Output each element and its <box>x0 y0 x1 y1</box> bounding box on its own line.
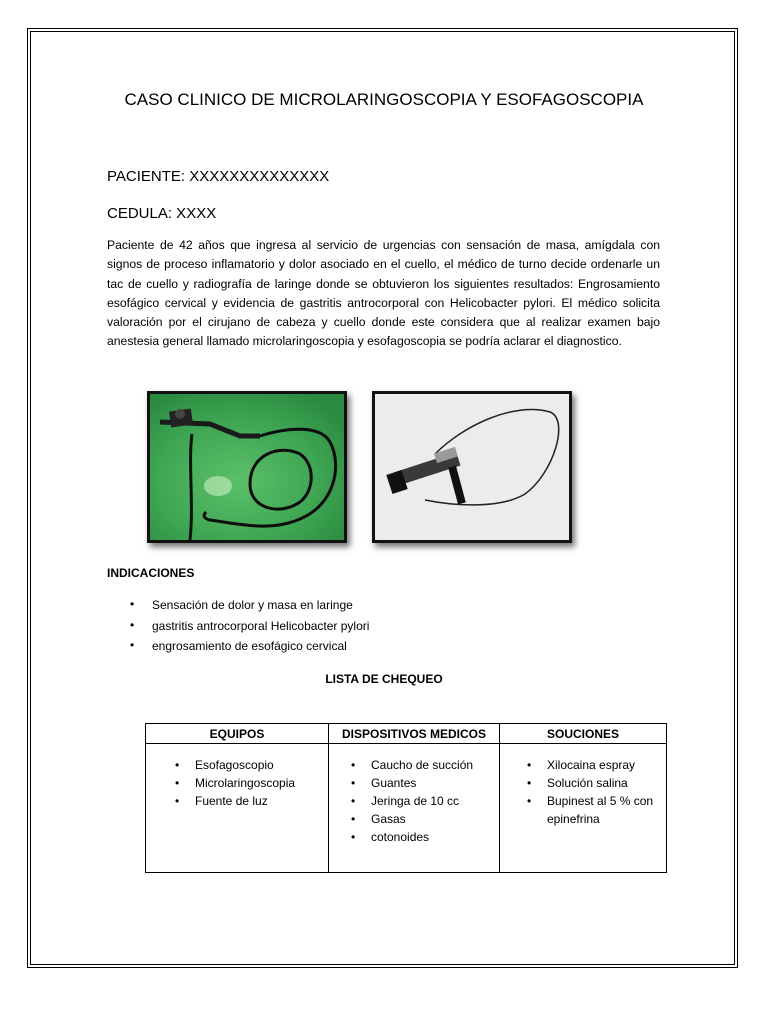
list-item: • gastritis antrocorporal Helicobacter pylori <box>130 619 369 640</box>
document-title: CASO CLINICO DE MICROLARINGOSCOPIA Y ESOFAGOSCOPIA <box>124 90 644 109</box>
indications-list <box>130 598 369 660</box>
list-item: • engrosamiento de esofágico cervical <box>130 639 369 660</box>
list-item: • Jeringa de 10 cc <box>351 792 499 810</box>
case-description: Paciente de 42 años que ingresa al servicio de urgencias con sensación de masa, amígdala con signos de proceso inflamatorio y dolor asociado en el cuello, el médico de turno decide ordenarle un tac de cuello y radiografía de laringe donde se obtuvieron los siguientes resultados: Engrosamiento esofágico cervical y evidencia de gastritis antrocorporal con Helicobacter pylori. El médico solicita valoración por el cirujano de cabeza y cuello donde este considera que al realizar examen bajo anestesia general llamado microlaringoscopia y esofagoscopia se podría aclarar el diagnostico. <box>107 238 660 349</box>
indications-heading: INDICACIONES <box>107 566 195 580</box>
column-header-equipment: EQUIPOS <box>146 724 329 744</box>
column-header-devices: DISPOSITIVOS MEDICOS <box>329 724 500 744</box>
table-header-row <box>146 724 667 744</box>
flexible-endoscope-photo <box>147 391 347 543</box>
list-item: • Guantes <box>351 774 499 792</box>
list-item: • Bupinest al 5 % con epinefrina <box>527 792 662 828</box>
list-item: • Solución salina <box>527 774 662 792</box>
equipment-cell <box>146 744 329 873</box>
list-item: • Microlaringoscopia <box>175 774 328 792</box>
checklist-heading: LISTA DE CHEQUEO <box>325 672 443 686</box>
rigid-esophagoscope-photo <box>372 391 572 543</box>
devices-cell <box>329 744 500 873</box>
list-item: • cotonoides <box>351 828 499 846</box>
id-label: CEDULA: XXXX <box>107 205 217 222</box>
list-item: • Caucho de succión <box>351 756 499 774</box>
list-item: • Sensación de dolor y masa en laringe <box>130 598 369 619</box>
list-item: • Gasas <box>351 810 499 828</box>
column-header-solutions: SOUCIONES <box>500 724 667 744</box>
table-row <box>146 744 667 873</box>
checklist-table <box>145 723 667 873</box>
list-item: • Xilocaina espray <box>527 756 662 774</box>
list-item: • Fuente de luz <box>175 792 328 810</box>
solutions-cell <box>500 744 667 873</box>
list-item: • Esofagoscopio <box>175 756 328 774</box>
patient-label: PACIENTE: XXXXXXXXXXXXXX <box>107 168 330 185</box>
